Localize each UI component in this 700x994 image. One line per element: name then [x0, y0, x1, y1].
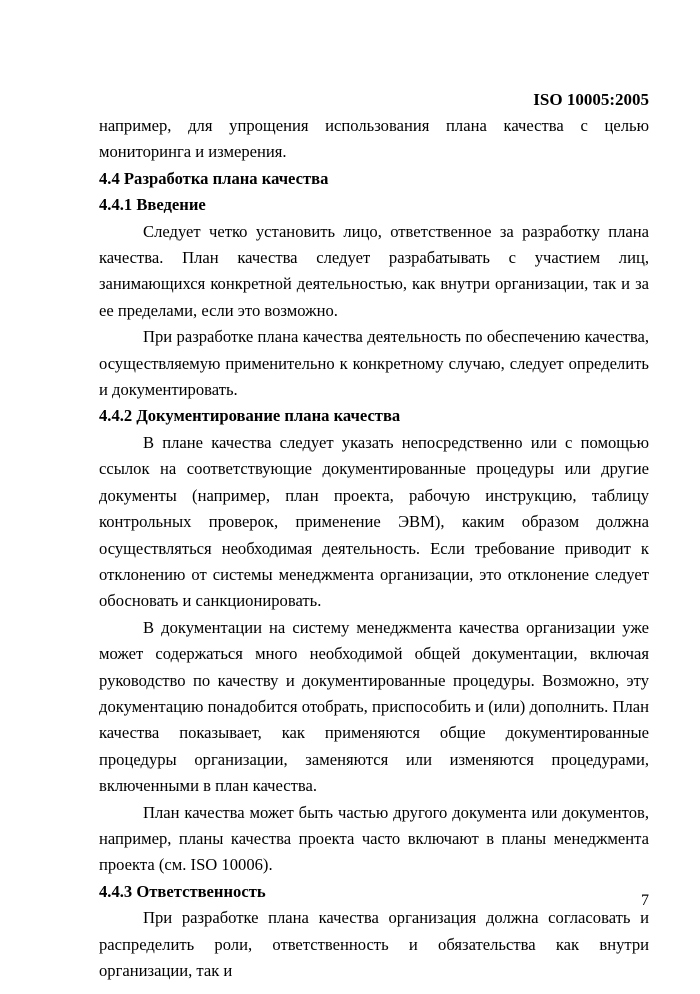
document-code: ISO 10005:2005 — [533, 90, 649, 109]
paragraph-continuation: например, для упрощения использования плана качества с целью мониторинга и измерения. — [99, 116, 649, 162]
subsection-heading-4-4-3: 4.4.3 Ответственность — [99, 881, 266, 901]
paragraph: В документации на систему менеджмента качества организации уже может содержаться много необходимой общей документации, включая руководство по качеству и документированные процедуры. Возможно, эту документацию понадобится отобрать, приспособить и (или) дополнить. План качества показывает, как применяются общие документированные процедуры организации, заменяются или изменяются процедурами, включенными в план качества. — [99, 617, 649, 796]
section-heading-4-4: 4.4 Разработка плана качества — [99, 168, 329, 188]
paragraph: План качества может быть частью другого документа или документов, например, планы качества проекта часто включают в планы менеджмента проекта (см. ISO 10006). — [99, 802, 649, 875]
paragraph: В плане качества следует указать непосредственно или с помощью ссылок на соответствующие документированные процедуры или другие документы (например, план проекта, рабочую инструкцию, таблицу контрольных проверок, применение ЭВМ), каким образом должна осуществляться необходимая деятельность. Если требование приводит к отклонению от системы менеджмента организации, это отклонение следует обосновать и санкционировать. — [99, 432, 649, 611]
page-number: 7 — [641, 892, 649, 909]
document-body — [99, 113, 649, 984]
paragraph: Следует четко установить лицо, ответственное за разработку плана качества. План качества следует разрабатывать с участием лиц, занимающихся конкретной деятельностью, как внутри организации, так и за ее пределами, если это возможно. — [99, 221, 649, 320]
paragraph: При разработке плана качества деятельность по обеспечению качества, осуществляемую применительно к конкретному случаю, следует определить и документировать. — [99, 327, 649, 400]
subsection-heading-4-4-1: 4.4.1 Введение — [99, 195, 206, 215]
paragraph: При разработке плана качества организация должна согласовать и распределить роли, ответственность и обязательства как внутри организации, так и — [99, 908, 649, 980]
subsection-heading-4-4-2: 4.4.2 Документирование плана качества — [99, 406, 401, 426]
